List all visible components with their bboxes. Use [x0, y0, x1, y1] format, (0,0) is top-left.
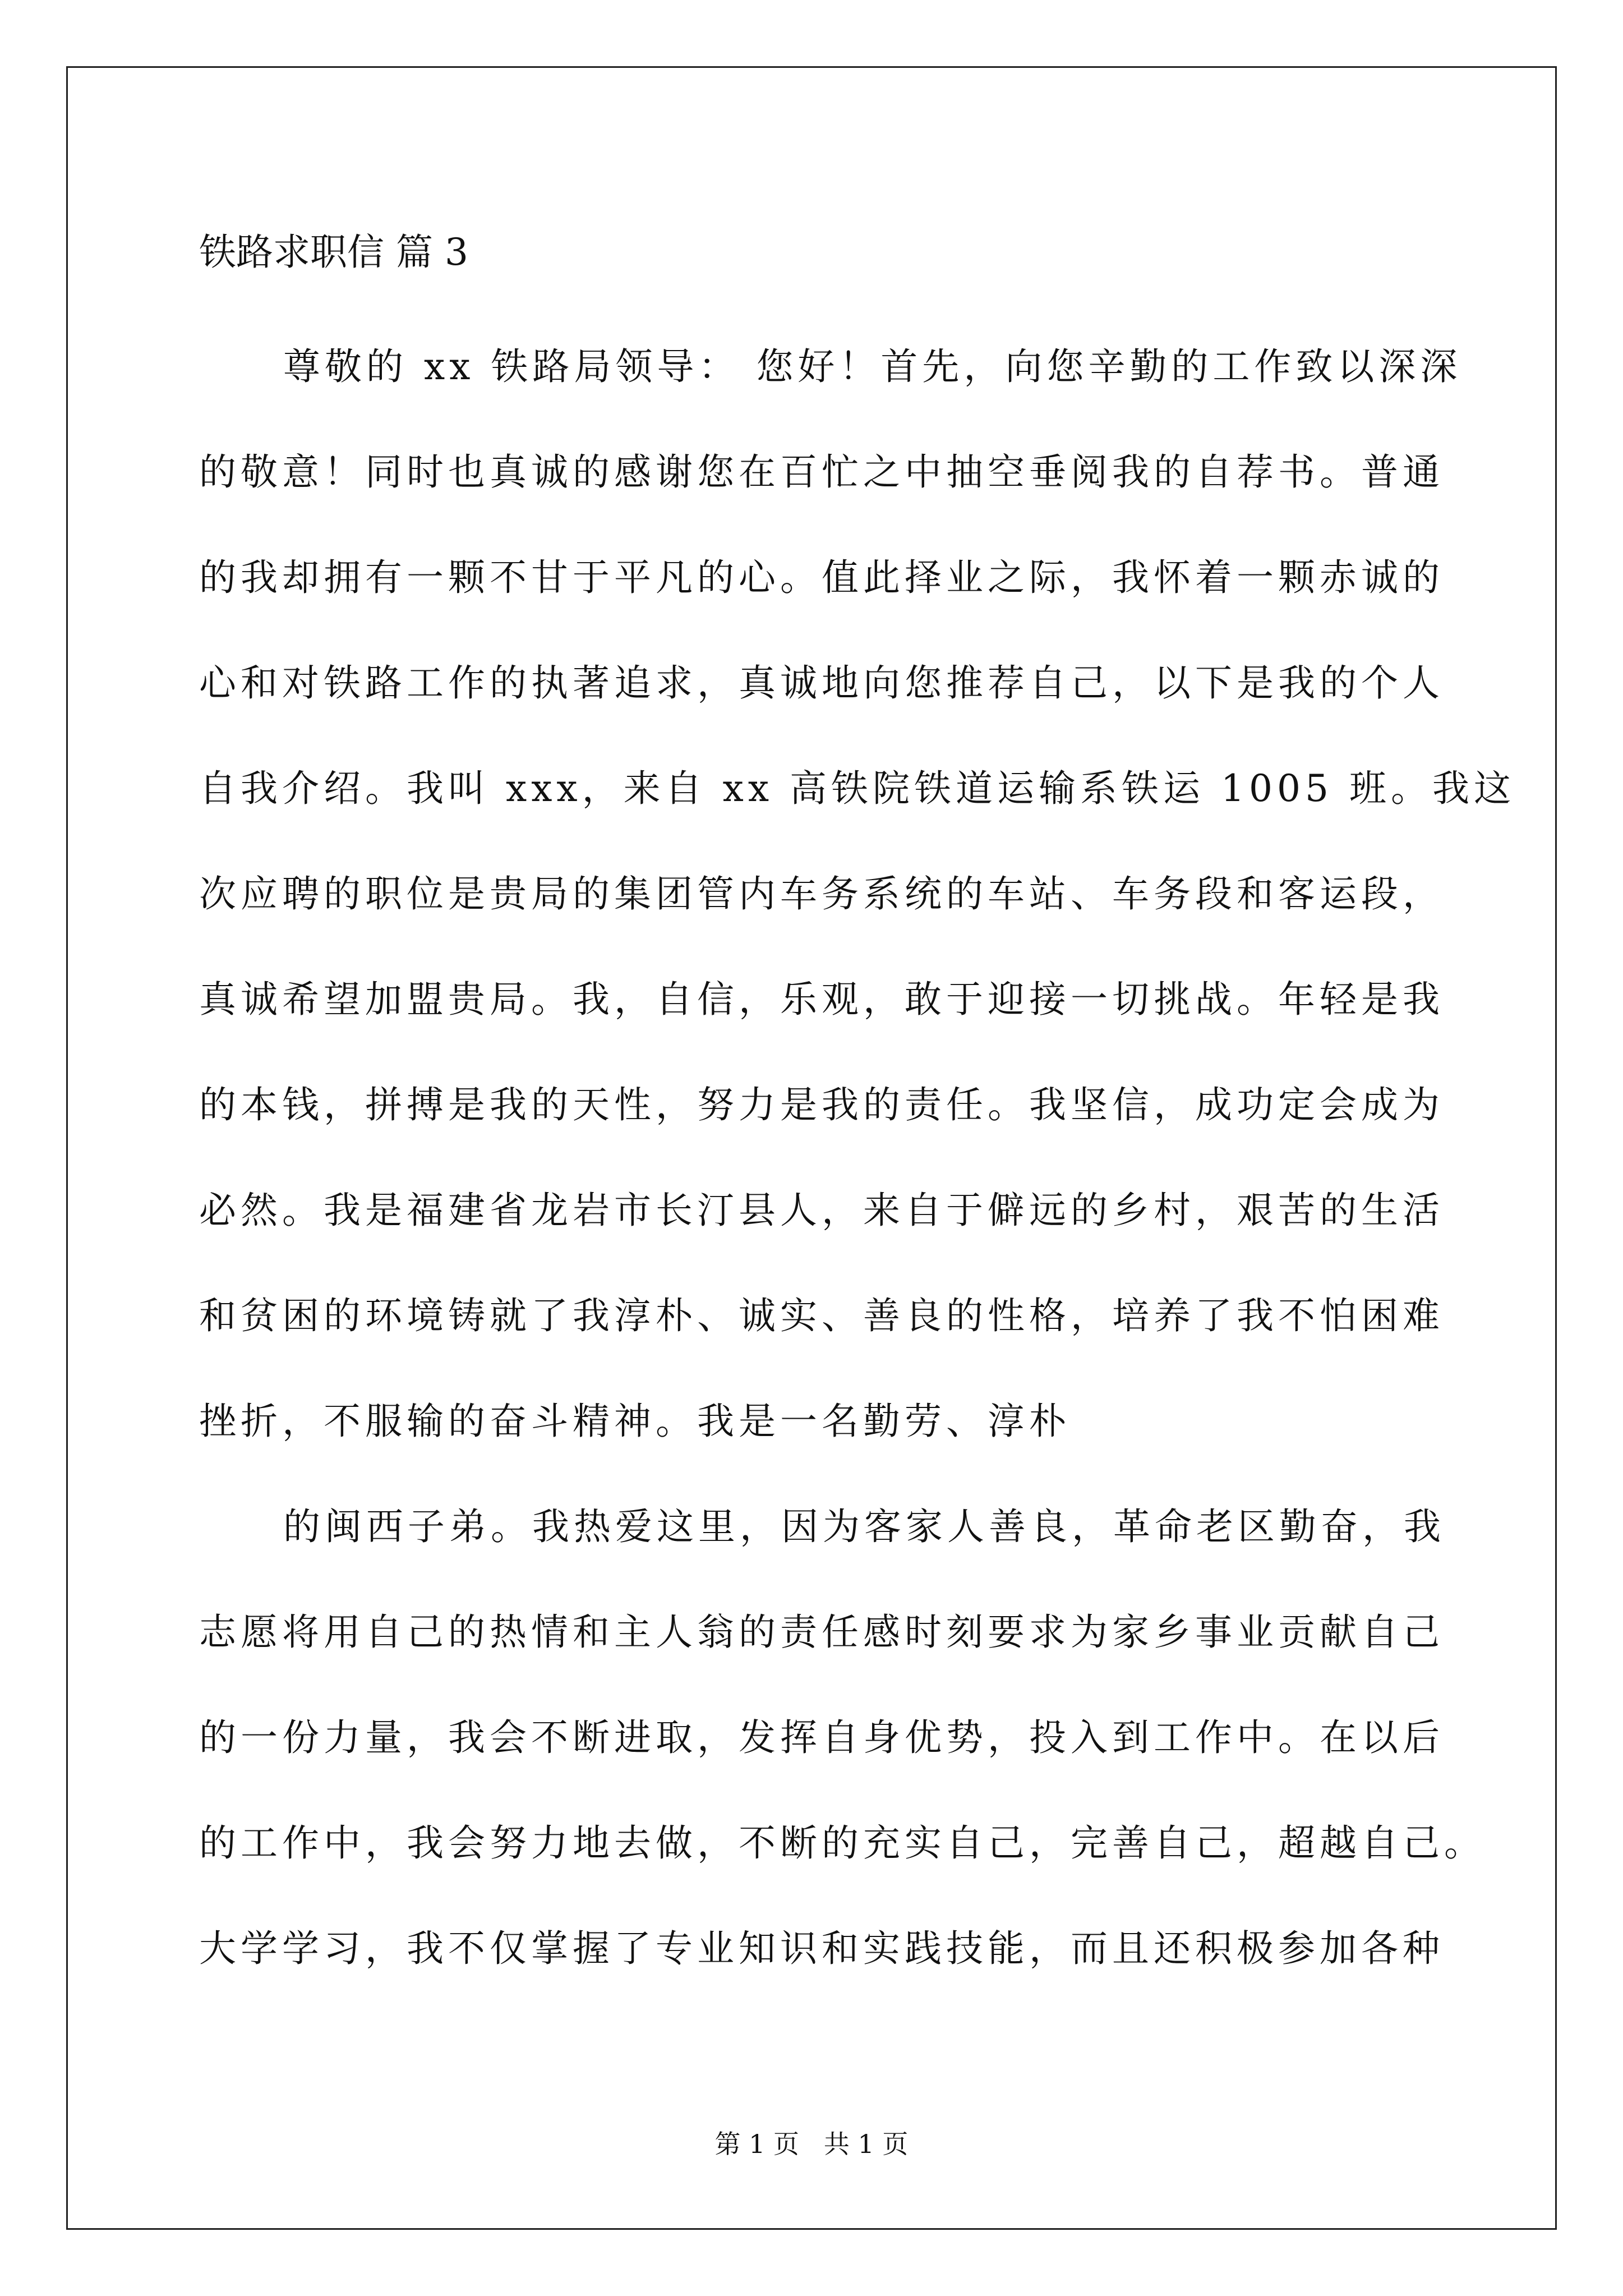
- text-line: 次应聘的职位是贵局的集团管内车务系统的车站、车务段和客运段，: [199, 872, 1444, 915]
- text-line: 的我却拥有一颗不甘于平凡的心。值此择业之际，我怀着一颗赤诚的: [199, 556, 1444, 599]
- text-line: 尊敬的 xx 铁路局领导： 您好！首先，向您辛勤的工作致以深深: [283, 345, 1462, 388]
- text-line: 大学学习，我不仅掌握了专业知识和实践技能，而且还积极参加各种: [199, 1927, 1444, 1970]
- text-line: 挫折，不服输的奋斗精神。我是一名勤劳、淳朴: [199, 1400, 1071, 1443]
- document-body: [199, 219, 1515, 2001]
- text-line: 真诚希望加盟贵局。我，自信，乐观，敢于迎接一切挑战。年轻是我: [199, 978, 1444, 1021]
- text-line: 的闽西子弟。我热爱这里，因为客家人善良，革命老区勤奋，我: [283, 1505, 1445, 1548]
- text-line: 的敬意！同时也真诚的感谢您在百忙之中抽空垂阅我的自荐书。普通: [199, 450, 1444, 494]
- page-footer: 第 1 页 共 1 页: [714, 2129, 909, 2159]
- document-title: 铁路求职信 篇 3: [199, 231, 468, 274]
- text-line: 自我介绍。我叫 xxx，来自 xx 高铁院铁道运输系铁运 1005 班。我这: [199, 767, 1515, 810]
- text-line: 的工作中，我会努力地去做，不断的充实自己，完善自己，超越自己。: [199, 1821, 1486, 1865]
- text-line: 的本钱，拼搏是我的天性，努力是我的责任。我坚信，成功定会成为: [199, 1083, 1444, 1126]
- text-line: 和贫困的环境铸就了我淳朴、诚实、善良的性格，培养了我不怕困难: [199, 1294, 1444, 1337]
- text-line: 志愿将用自己的热情和主人翁的责任感时刻要求为家乡事业贡献自己: [199, 1611, 1444, 1654]
- paragraph-1: [199, 314, 1515, 1474]
- text-line: 心和对铁路工作的执著追求，真诚地向您推荐自己，以下是我的个人: [199, 661, 1444, 705]
- text-line: 必然。我是福建省龙岩市长汀县人，来自于僻远的乡村，艰苦的生活: [199, 1189, 1444, 1232]
- paragraph-2: [199, 1474, 1486, 2001]
- text-line: 的一份力量，我会不断进取，发挥自身优势，投入到工作中。在以后: [199, 1716, 1444, 1759]
